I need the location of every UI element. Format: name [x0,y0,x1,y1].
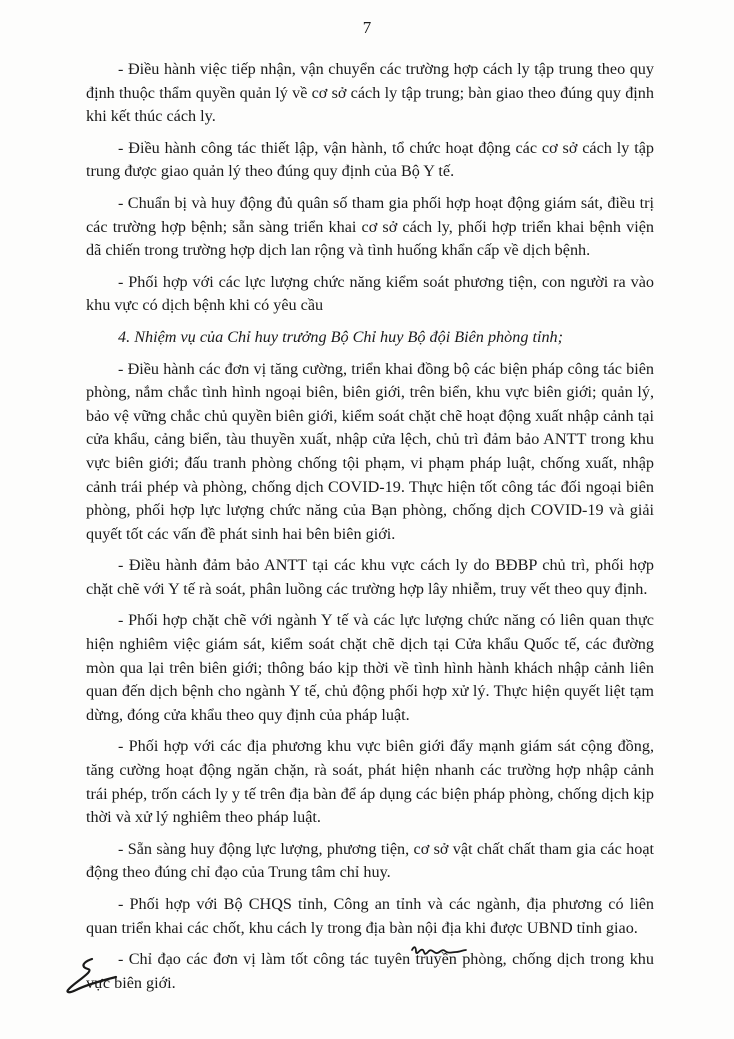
paragraph: - Phối hợp với các lực lượng chức năng kiểm soát phương tiện, con người ra vào khu vực có dịch bệnh khi có yêu cầu [86,272,654,315]
handwritten-initial-mark [410,940,468,962]
section-heading: 4. Nhiệm vụ của Chỉ huy trưởng Bộ Chỉ huy Bộ đội Biên phòng tỉnh; [118,327,564,346]
paragraph: - Điều hành đảm bảo ANTT tại các khu vực cách ly do BĐBP chủ trì, phối hợp chặt chẽ với Y tế rà soát, phân luồng các trường hợp lây nhiễm, truy vết theo quy định. [86,556,654,598]
paragraph: - Điều hành các đơn vị tăng cường, triển khai đồng bộ các biện pháp công tác biên phòng, nắm chắc tình hình ngoại biên, biên giới, trên biển, khu vực biên giới; quản lý, bảo vệ vững chắc chủ quyền biên giới, kiểm soát chặt chẽ hoạt động xuất nhập cảnh tại cửa khẩu, cảng biển, tàu thuyền xuất, nhập cửa lệch, chủ trì đảm bảo ANTT trong khu vực biên giới; đấu tranh phòng chống tội phạm, vi phạm pháp luật, chống xuất, nhập cảnh trái phép và phòng, chống dịch COVID-19. Thực hiện tốt công tác đối ngoại biên phòng, phối hợp lực lượng chức năng của Bạn phòng, chống dịch COVID-19 và giải quyết tốt các vấn đề phát sinh hai bên biên giới. [86,359,654,543]
paragraph: - Chuẩn bị và huy động đủ quân số tham gia phối hợp hoạt động giám sát, điều trị các trường hợp bệnh; sẵn sàng triển khai cơ sở cách ly, phối hợp triển khai bệnh viện dã chiến trong trường hợp dịch lan rộng và tình huống khẩn cấp về dịch bệnh. [86,193,654,260]
paragraph: - Điều hành việc tiếp nhận, vận chuyển các trường hợp cách ly tập trung theo quy định thuộc thẩm quyền quản lý về cơ sở cách ly tập trung; bàn giao theo đúng quy định khi kết thúc cách ly. [86,60,654,126]
paragraph: - Phối hợp chặt chẽ với ngành Y tế và các lực lượng chức năng có liên quan thực hiện nghiêm việc giám sát, kiểm soát chặt chẽ dịch tại Cửa khẩu Quốc tế, các đường mòn qua lại trên biên giới; thông báo kịp thời về tình hình hành khách nhập cảnh liên quan đến dịch bệnh cho ngành Y tế, chủ động phối hợp xử lý. Thực hiện quyết liệt tạm dừng, đóng cửa khẩu theo quy định của pháp luật. [86,611,654,724]
handwritten-initial-mark [62,955,120,997]
paragraph: - Phối hợp với các địa phương khu vực biên giới đẩy mạnh giám sát cộng đồng, tăng cường hoạt động ngăn chặn, rà soát, phát hiện nhanh các trường hợp nhập cảnh trái phép, trốn cách ly y tế trên địa bàn để áp dụng các biện pháp phòng, chống dịch kịp thời và xử lý nghiêm theo pháp luật. [86,737,654,827]
paragraph: - Điều hành công tác thiết lập, vận hành, tổ chức hoạt động các cơ sở cách ly tập trung được giao quản lý theo đúng quy định của Bộ Y tế. [86,138,654,181]
paragraph: - Phối hợp với Bộ CHQS tỉnh, Công an tỉnh và các ngành, địa phương có liên quan triển khai các chốt, khu cách ly trong địa bàn nội địa khi được UBND tỉnh giao. [86,895,654,937]
paragraph: - Chỉ đạo các đơn vị làm tốt công tác tuyên truyền phòng, chống dịch trong khu vực biên giới. [86,950,654,992]
page-number: 7 [362,18,372,37]
document-body [86,58,654,1003]
paragraph: - Sẵn sàng huy động lực lượng, phương tiện, cơ sở vật chất chất tham gia các hoạt động theo đúng chỉ đạo của Trung tâm chỉ huy. [86,839,654,882]
